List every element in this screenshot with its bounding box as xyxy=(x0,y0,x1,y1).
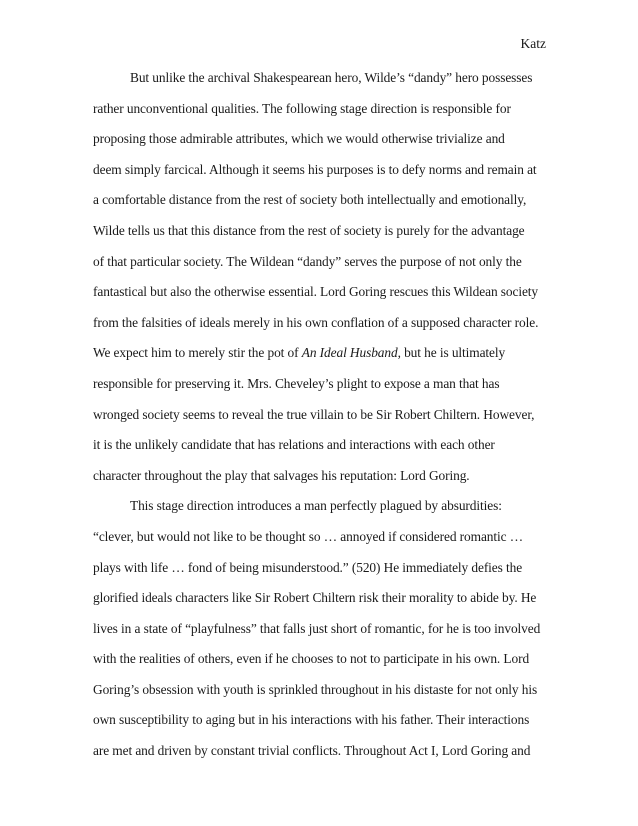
text-run: plays with life … fond of being misunderstood.” (520) He immediately defies the xyxy=(93,559,523,575)
text-line xyxy=(93,590,553,621)
text-line xyxy=(93,712,553,743)
text-line xyxy=(93,315,553,346)
text-line xyxy=(93,468,553,499)
text-line xyxy=(93,70,553,101)
text-run: glorified ideals characters like Sir Robert Chiltern risk their morality to abide by. He xyxy=(93,590,537,606)
text-line xyxy=(93,284,553,315)
text-run: Goring’s obsession with youth is sprinkled throughout in his distaste for not only his xyxy=(93,681,538,697)
text-run: , but he is ultimately xyxy=(397,345,506,361)
text-run: Wilde tells us that this distance from the rest of society is purely for the advantage xyxy=(93,222,525,238)
text-run: character throughout the play that salvages his reputation: Lord Goring. xyxy=(93,467,470,483)
text-run: it is the unlikely candidate that has relations and interactions with each other xyxy=(93,437,495,453)
text-run: are met and driven by constant trivial conflicts. Throughout Act I, Lord Goring and xyxy=(93,743,531,759)
text-line xyxy=(93,529,553,560)
text-run: We expect him to merely stir the pot of xyxy=(93,345,302,361)
text-line xyxy=(93,223,553,254)
text-run: own susceptibility to aging but in his interactions with his father. Their interactions xyxy=(93,712,530,728)
text-line xyxy=(93,560,553,591)
text-line xyxy=(93,254,553,285)
text-run: of that particular society. The Wildean “dandy” serves the purpose of not only the xyxy=(93,253,522,269)
text-run: “clever, but would not like to be thought so … annoyed if considered romantic … xyxy=(93,528,524,544)
text-run: deem simply farcical. Although it seems his purposes is to defy norms and remain at xyxy=(93,161,537,177)
text-run: wronged society seems to reveal the true villain to be Sir Robert Chiltern. However, xyxy=(93,406,535,422)
text-line xyxy=(93,192,553,223)
text-line xyxy=(93,651,553,682)
text-run: But unlike the archival Shakespearean hero, Wilde’s “dandy” hero possesses xyxy=(130,70,533,85)
page-header-author: Katz xyxy=(520,36,546,51)
italic-title: An Ideal Husband xyxy=(301,345,398,361)
text-line xyxy=(93,743,553,774)
text-line xyxy=(93,101,553,132)
text-run: rather unconventional qualities. The following stage direction is responsible for xyxy=(93,100,511,116)
text-line xyxy=(93,621,553,652)
text-line xyxy=(93,345,553,376)
text-run: from the falsities of ideals merely in his own conflation of a supposed character role. xyxy=(93,314,539,330)
text-line xyxy=(93,376,553,407)
body-text xyxy=(93,70,553,774)
text-line xyxy=(93,498,553,529)
text-line xyxy=(93,407,553,438)
text-run: This stage direction introduces a man perfectly plagued by absurdities: xyxy=(130,498,502,514)
text-run: responsible for preserving it. Mrs. Cheveley’s plight to expose a man that has xyxy=(93,375,500,391)
text-line xyxy=(93,682,553,713)
text-line xyxy=(93,131,553,162)
text-run: a comfortable distance from the rest of society both intellectually and emotionally, xyxy=(93,192,527,208)
text-run: with the realities of others, even if he chooses to not to participate in his own. Lord xyxy=(93,651,530,667)
text-line xyxy=(93,162,553,193)
text-run: fantastical but also the otherwise essential. Lord Goring rescues this Wildean society xyxy=(93,284,539,300)
text-line xyxy=(93,437,553,468)
text-run: proposing those admirable attributes, which we would otherwise trivialize and xyxy=(93,131,505,147)
text-run: lives in a state of “playfulness” that falls just short of romantic, for he is too involved xyxy=(93,620,541,636)
